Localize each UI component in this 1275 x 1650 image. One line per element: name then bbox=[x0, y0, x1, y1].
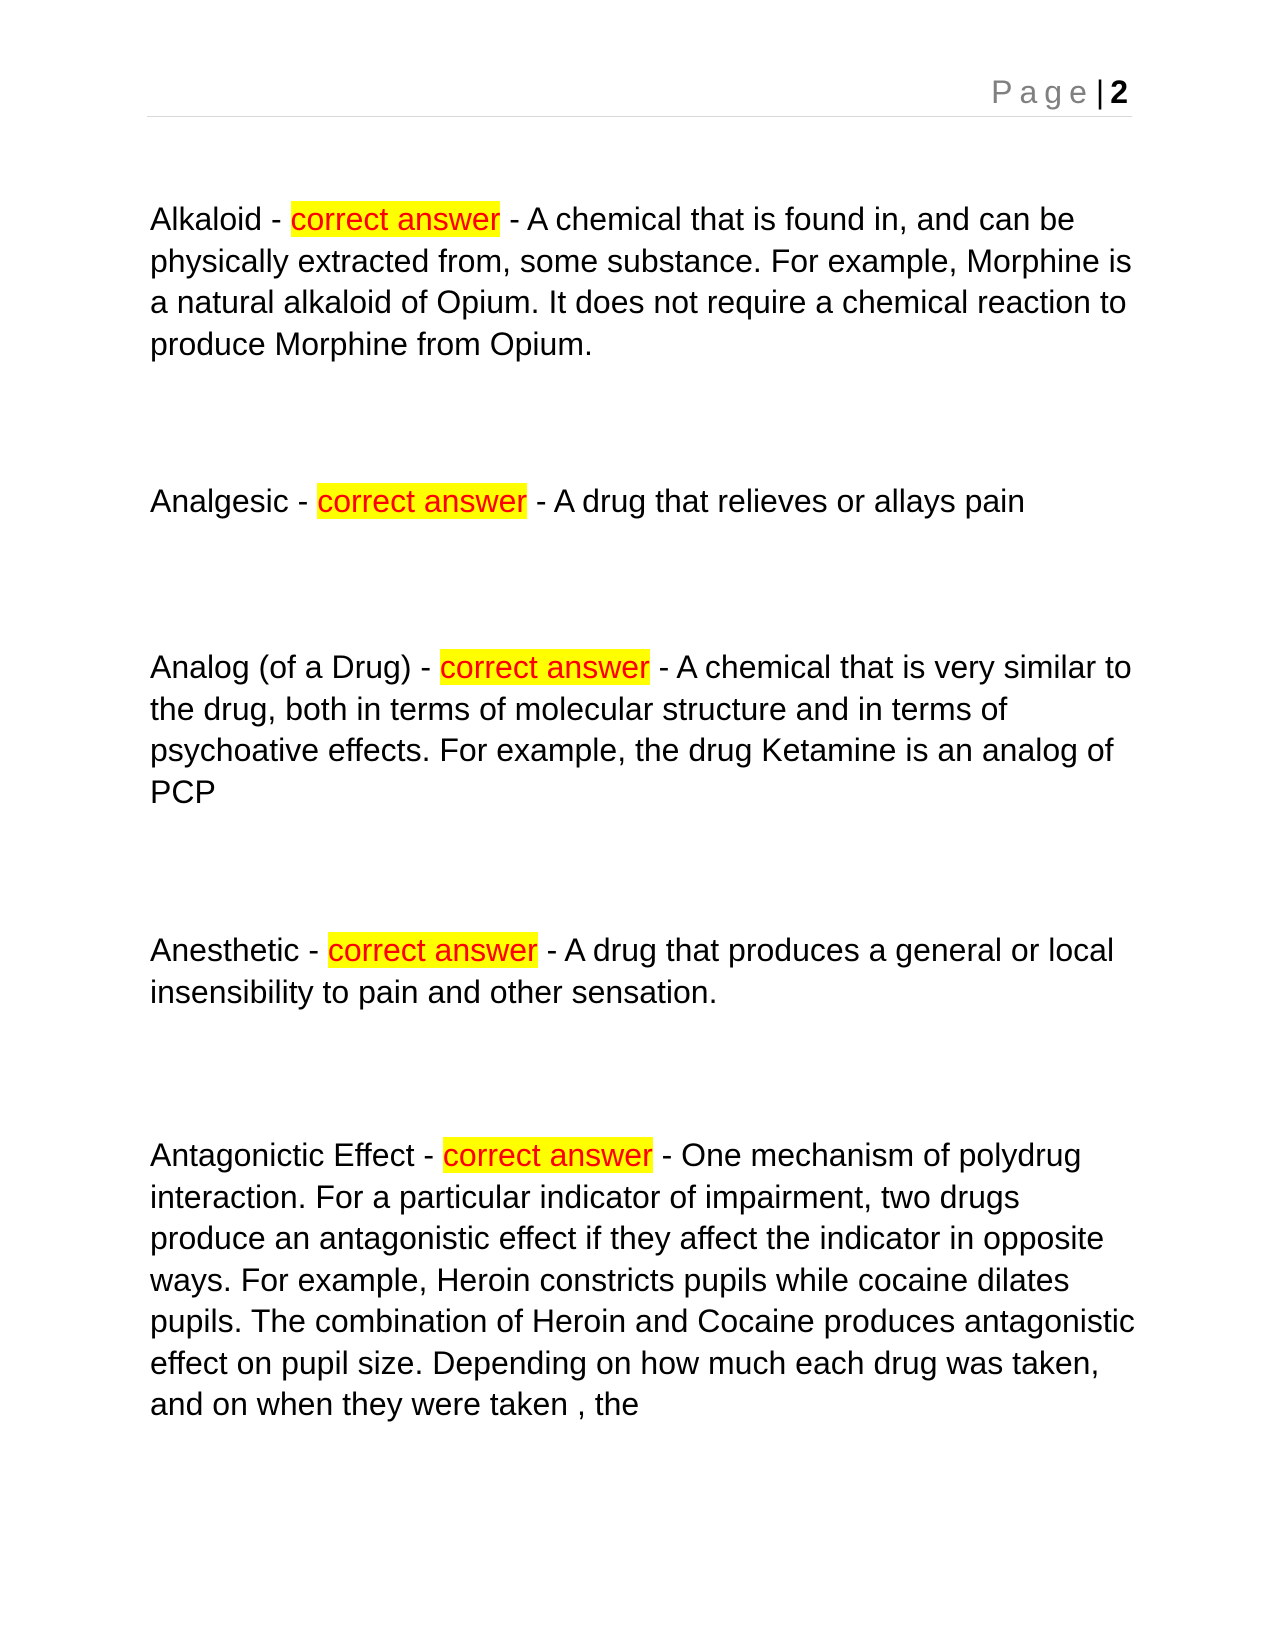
glossary-entry-antagonistic-effect bbox=[150, 1135, 1140, 1426]
entry-connector: - bbox=[411, 649, 440, 685]
entry-term: Anesthetic bbox=[150, 932, 300, 968]
entry-connector: - bbox=[262, 201, 291, 237]
glossary-entry-alkaloid bbox=[150, 199, 1140, 365]
page-header bbox=[147, 70, 1132, 117]
entry-definition: - One mechanism of polydrug interaction. For a particular indicator of impairment, two drugs produce an antagonistic effect if they affect the indicator in opposite ways. For example, Heroin constricts pupils while cocaine dilates pupils. The combination of Heroin and Cocaine produces antagonistic effect on pupil size. Depending on how much each drug was taken, and on when they were taken , the bbox=[150, 1137, 1135, 1422]
entry-definition: - A drug that relieves or allays pain bbox=[527, 483, 1026, 519]
entry-definition: - A chemical that is very similar to the drug, both in terms of molecular structure and in terms of psychoative effects. For example, the drug Ketamine is an analog of PCP bbox=[150, 649, 1132, 810]
correct-answer-highlight: correct answer bbox=[442, 1137, 653, 1173]
entry-term: Analgesic bbox=[150, 483, 289, 519]
glossary-entry-analog bbox=[150, 647, 1140, 813]
entry-connector: - bbox=[299, 932, 328, 968]
glossary-entry-analgesic bbox=[150, 481, 1140, 523]
entry-definition: - A drug that produces a general or local insensibility to pain and other sensation. bbox=[150, 932, 1115, 1010]
glossary-entry-anesthetic bbox=[150, 930, 1140, 1013]
entry-term: Analog (of a Drug) bbox=[150, 649, 412, 685]
entry-connector: - bbox=[288, 483, 318, 519]
correct-answer-highlight: correct answer bbox=[317, 483, 528, 519]
entry-connector: - bbox=[414, 1137, 443, 1173]
entry-term: Alkaloid bbox=[150, 201, 263, 237]
page-word: Page bbox=[991, 74, 1094, 110]
correct-answer-highlight: correct answer bbox=[290, 201, 501, 237]
entry-term: Antagonictic Effect bbox=[150, 1137, 415, 1173]
page-number: 2 bbox=[1110, 74, 1128, 110]
entry-definition: - A chemical that is found in, and can be physically extracted from, some substance. For example, Morphine is a natural alkaloid of Opium. It does not require a chemical reaction to produce Morphine from Opium. bbox=[150, 201, 1132, 362]
correct-answer-highlight: correct answer bbox=[439, 649, 650, 685]
correct-answer-highlight: correct answer bbox=[327, 932, 538, 968]
page-separator: | bbox=[1095, 74, 1105, 110]
page-number-label bbox=[991, 76, 1128, 108]
